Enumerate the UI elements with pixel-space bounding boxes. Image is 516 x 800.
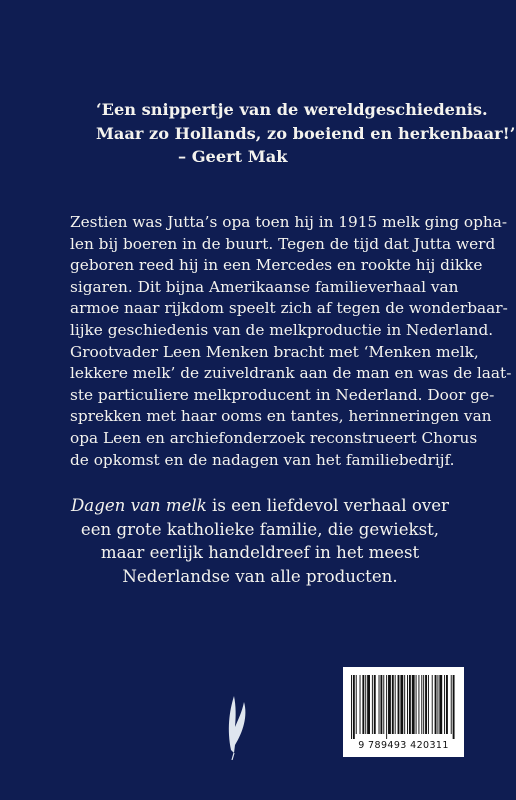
closing-line: maar eerlijk handeldreef in het meest — [100, 543, 420, 562]
barcode-bars — [349, 675, 458, 739]
quill-icon — [222, 690, 252, 760]
blurb-line: len bij boeren in de buurt. Tegen de tijd dat Jutta werd — [70, 234, 496, 253]
barcode — [343, 667, 464, 757]
quote-line: Maar zo Hollands, zo boeiend en herkenbaar!’ — [96, 123, 516, 143]
blurb-line: lekkere melk’ de zuiveldrank aan de man en was de laat- — [70, 364, 512, 383]
review-quote — [96, 98, 516, 169]
closing-line — [70, 494, 450, 518]
blurb-line: geboren reed hij in een Mercedes en rookte hij dikke — [70, 256, 483, 275]
closing-line: een grote katholieke familie, die gewiekst, — [80, 519, 440, 539]
blurb-line: de opkomst en de nadagen van het familiebedrijf. — [70, 450, 455, 469]
quote-line: ‘Een snippertje van de wereldgeschiedenis. — [96, 100, 488, 119]
blurb-paragraph — [70, 212, 512, 471]
blurb-line: ste particuliere melkproducent in Nederland. Door ge- — [70, 385, 495, 404]
isbn-number: 9 789493 420311 — [358, 740, 449, 751]
blurb-line: sigaren. Dit bijna Amerikaanse familieverhaal van — [70, 277, 459, 296]
book-title: Dagen van melk — [71, 496, 207, 515]
quote-author: – Geert Mak — [178, 147, 288, 166]
blurb-line: Zestien was Jutta’s opa toen hij in 1915 melk ging opha- — [70, 213, 508, 231]
blurb-line: armoe naar rijkdom speelt zich af tegen de wonderbaar- — [70, 299, 508, 318]
closing-line-text: is een liefdevol verhaal over — [206, 496, 449, 515]
blurb-line: lijke geschiedenis van de melkproductie in Nederland. — [70, 320, 494, 339]
closing-paragraph — [70, 494, 450, 588]
blurb-line: Grootvader Leen Menken bracht met ‘Menken melk, — [70, 342, 479, 361]
closing-line: Nederlandse van alle producten. — [122, 566, 398, 586]
blurb-line: sprekken met haar ooms en tantes, herinneringen van — [70, 407, 492, 426]
blurb-line: opa Leen en archiefonderzoek reconstrueert Chorus — [70, 428, 478, 447]
